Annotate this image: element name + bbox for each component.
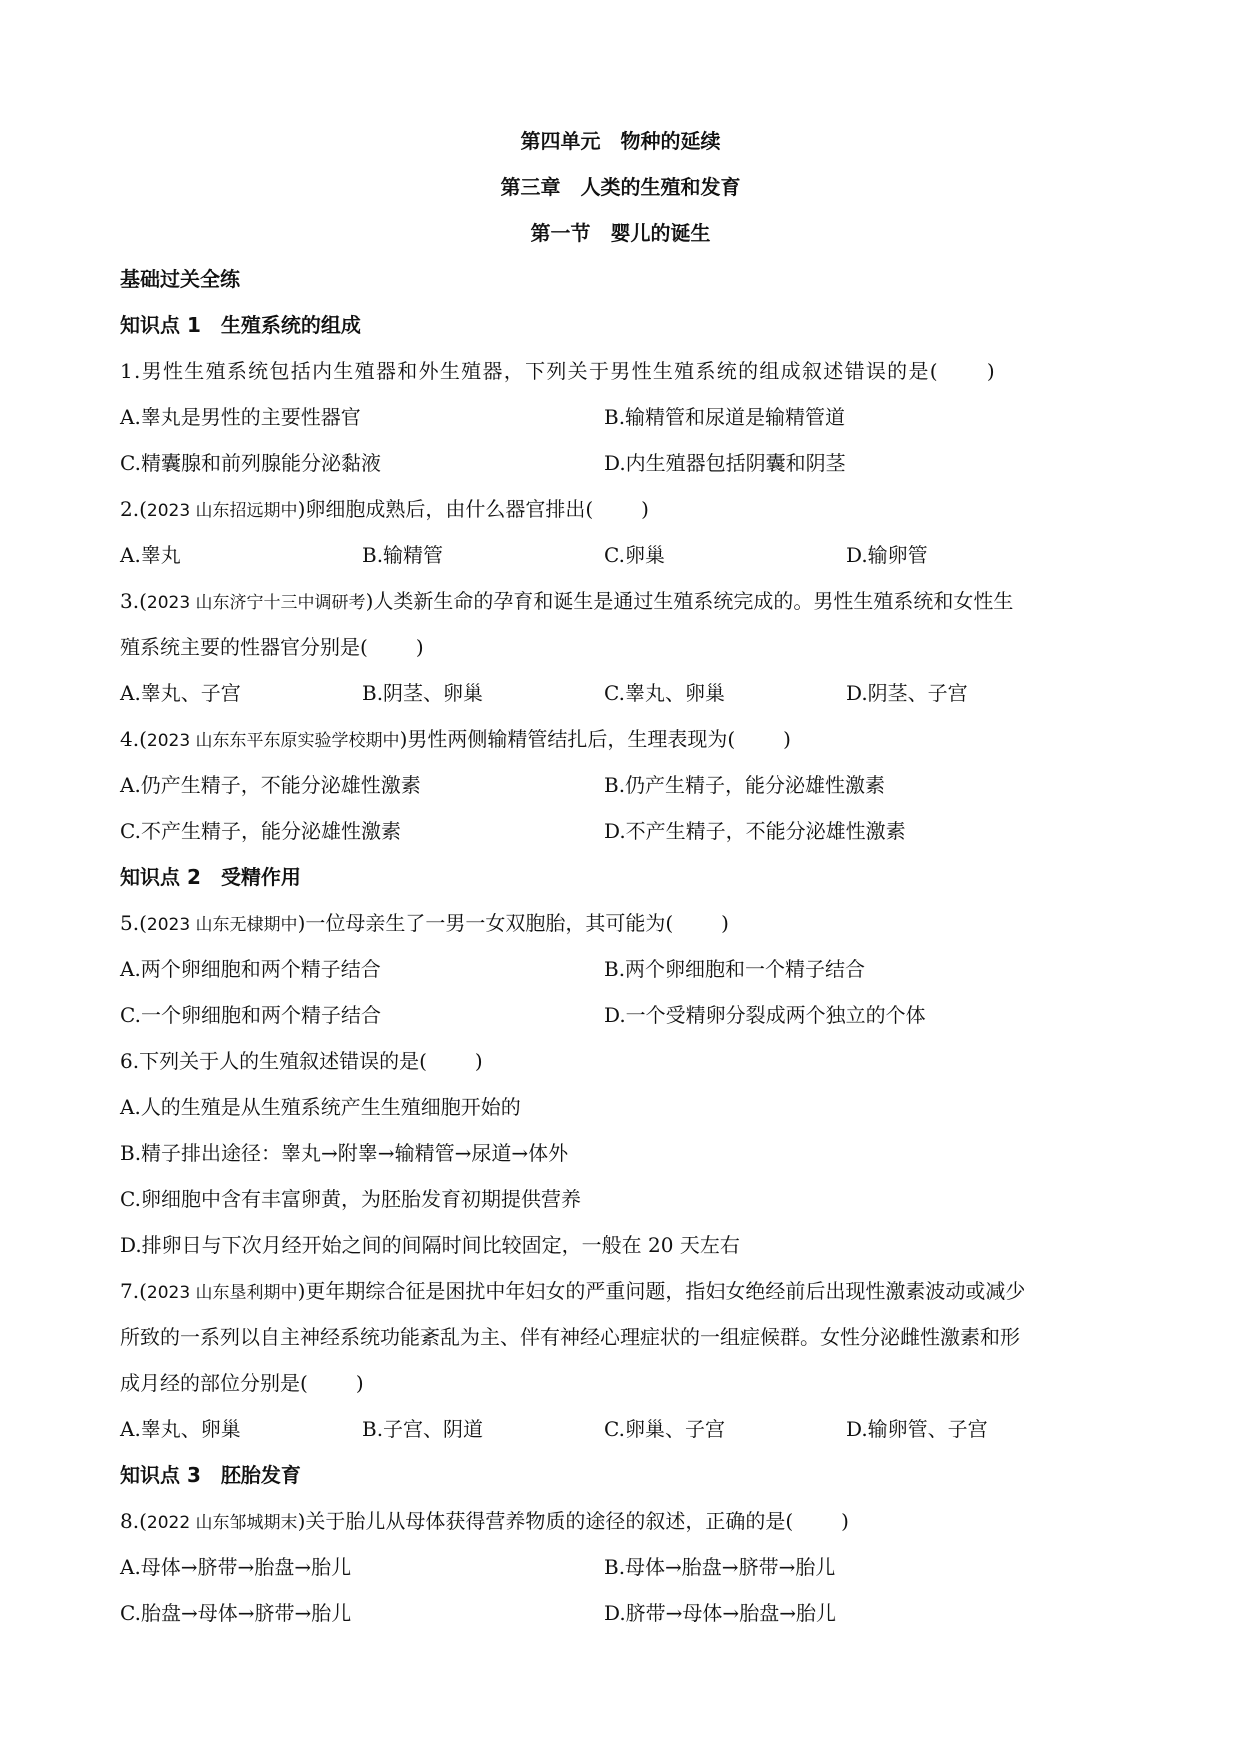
question-7-stem: 7.(2023 山东垦利期中)更年期综合征是困扰中年妇女的严重问题，指妇女绝经前后出现性激素波动或减少: [120, 1279, 1026, 1303]
question-3-stem-continued: 殖系统主要的性器官分别是( ): [120, 635, 424, 659]
knowledge-point-1: 知识点 1 生殖系统的组成: [120, 313, 361, 337]
question-2-option-d: D.输卵管: [846, 543, 928, 567]
question-5-option-b: B.两个卵细胞和一个精子结合: [604, 957, 866, 981]
unit-title: 第四单元 物种的延续: [520, 129, 721, 153]
question-7-option-d: D.输卵管、子宫: [846, 1417, 988, 1441]
question-7-option-c: C.卵巢、子宫: [604, 1417, 725, 1441]
question-5-option-d: D.一个受精卵分裂成两个独立的个体: [604, 1003, 926, 1027]
question-8-source: 2022 山东邹城期末: [146, 1513, 298, 1533]
question-2-stem: 2.(2023 山东招远期中)卵细胞成熟后，由什么器官排出( ): [120, 497, 649, 521]
question-2-source: 2023 山东招远期中: [146, 501, 298, 521]
section-title: 第一节 婴儿的诞生: [530, 221, 711, 245]
question-1-stem: 1.男性生殖系统包括内生殖器和外生殖器，下列关于男性生殖系统的组成叙述错误的是( ): [120, 359, 996, 383]
question-4-option-a: A.仍产生精子，不能分泌雄性激素: [120, 773, 421, 797]
question-6-option-a: A.人的生殖是从生殖系统产生生殖细胞开始的: [120, 1095, 521, 1119]
question-6-stem: 6.下列关于人的生殖叙述错误的是( ): [120, 1049, 483, 1073]
question-3-option-d: D.阴茎、子宫: [846, 681, 968, 705]
question-1-option-b: B.输精管和尿道是输精管道: [604, 405, 846, 429]
question-8-stem: 8.(2022 山东邹城期末)关于胎儿从母体获得营养物质的途径的叙述，正确的是( ): [120, 1509, 849, 1533]
question-1-option-d: D.内生殖器包括阴囊和阴茎: [604, 451, 846, 475]
practice-heading: 基础过关全练: [120, 267, 240, 291]
question-3-source: 2023 山东济宁十三中调研考: [146, 593, 366, 613]
question-5-option-c: C.一个卵细胞和两个精子结合: [120, 1003, 381, 1027]
question-7-stem-continued: 所致的一系列以自主神经系统功能紊乱为主、伴有神经心理症状的一组症候群。女性分泌雌性激素和形: [120, 1325, 1020, 1349]
question-4-source: 2023 山东东平东原实验学校期中: [146, 731, 400, 751]
question-1-option-a: A.睾丸是男性的主要性器官: [120, 405, 361, 429]
question-2-option-b: B.输精管: [362, 543, 444, 567]
question-2-option-a: A.睾丸: [120, 543, 181, 567]
question-1-option-c: C.精囊腺和前列腺能分泌黏液: [120, 451, 381, 475]
question-4-stem: 4.(2023 山东东平东原实验学校期中)男性两侧输精管结扎后，生理表现为( ): [120, 727, 791, 751]
question-7-option-b: B.子宫、阴道: [362, 1417, 484, 1441]
question-2-option-c: C.卵巢: [604, 543, 665, 567]
question-8-option-b: B.母体→胎盘→脐带→胎儿: [604, 1555, 836, 1579]
knowledge-point-3: 知识点 3 胚胎发育: [120, 1463, 301, 1487]
question-7-source: 2023 山东垦利期中: [146, 1283, 298, 1303]
question-6-option-b: B.精子排出途径：睾丸→附睾→输精管→尿道→体外: [120, 1141, 569, 1165]
question-6-option-d: D.排卵日与下次月经开始之间的间隔时间比较固定，一般在 20 天左右: [120, 1233, 740, 1257]
question-3-option-a: A.睾丸、子宫: [120, 681, 241, 705]
question-5-source: 2023 山东无棣期中: [146, 915, 298, 935]
question-3-option-c: C.睾丸、卵巢: [604, 681, 725, 705]
question-6-option-c: C.卵细胞中含有丰富卵黄，为胚胎发育初期提供营养: [120, 1187, 581, 1211]
question-5-stem: 5.(2023 山东无棣期中)一位母亲生了一男一女双胞胎，其可能为( ): [120, 911, 729, 935]
question-4-option-b: B.仍产生精子，能分泌雄性激素: [604, 773, 886, 797]
question-3-stem: 3.(2023 山东济宁十三中调研考)人类新生命的孕育和诞生是通过生殖系统完成的。男性生殖系统和女性生: [120, 589, 1014, 613]
chapter-title: 第三章 人类的生殖和发育: [500, 175, 741, 199]
question-8-option-c: C.胎盘→母体→脐带→胎儿: [120, 1601, 352, 1625]
question-5-option-a: A.两个卵细胞和两个精子结合: [120, 957, 381, 981]
question-7-stem-end: 成月经的部位分别是( ): [120, 1371, 364, 1395]
question-7-option-a: A.睾丸、卵巢: [120, 1417, 241, 1441]
question-4-option-d: D.不产生精子，不能分泌雄性激素: [604, 819, 906, 843]
question-8-option-d: D.脐带→母体→胎盘→胎儿: [604, 1601, 836, 1625]
question-3-option-b: B.阴茎、卵巢: [362, 681, 484, 705]
question-4-option-c: C.不产生精子，能分泌雄性激素: [120, 819, 401, 843]
question-8-option-a: A.母体→脐带→胎盘→胎儿: [120, 1555, 352, 1579]
knowledge-point-2: 知识点 2 受精作用: [120, 865, 301, 889]
